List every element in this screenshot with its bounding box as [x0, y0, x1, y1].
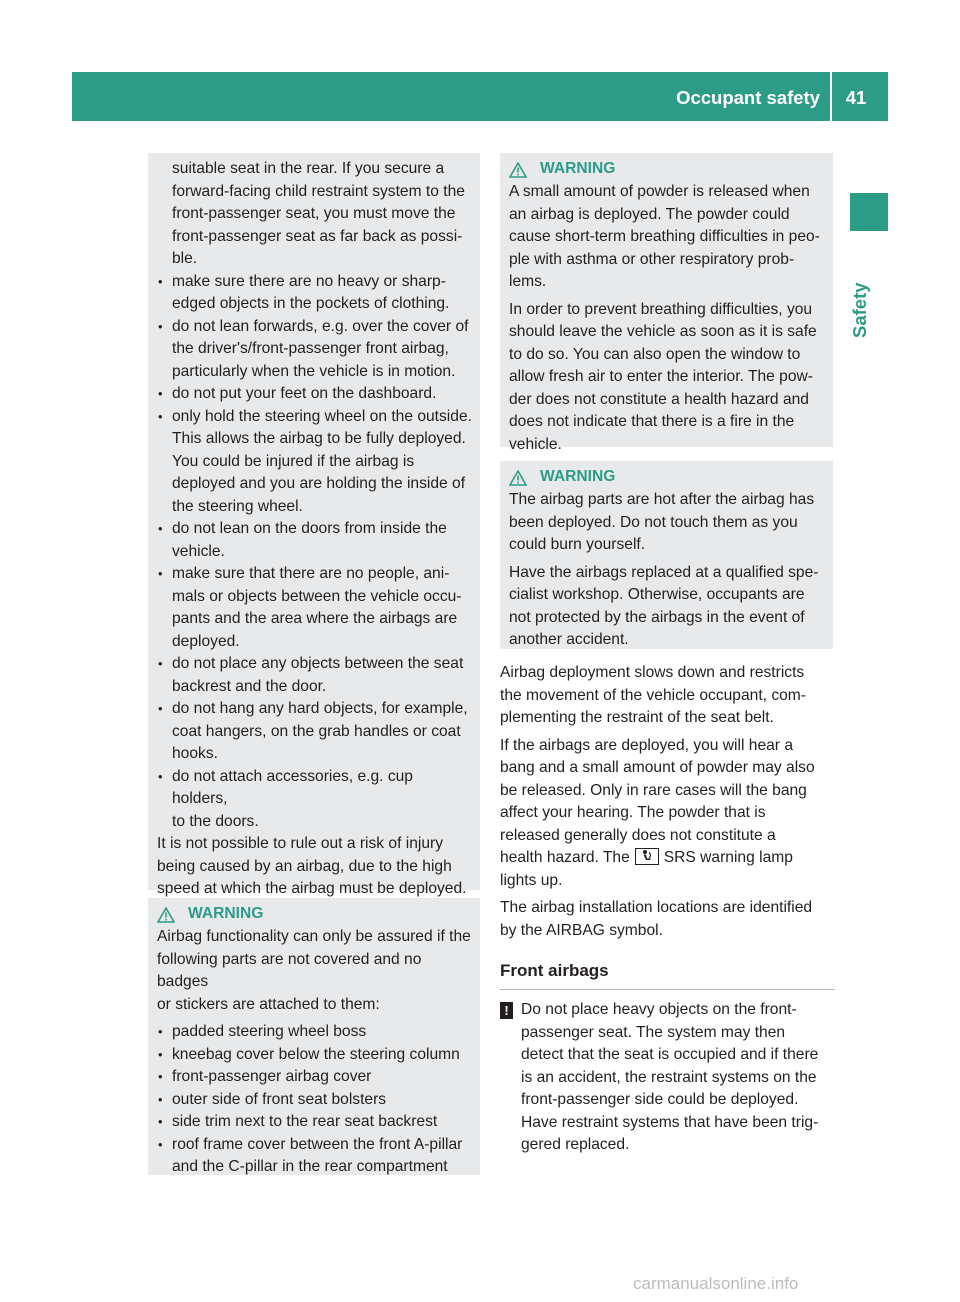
- text-line: cause short-term breathing difficulties in peo-: [509, 228, 820, 245]
- text-line: • do not place any objects between the seat: [172, 655, 464, 672]
- text-line: edged objects in the pockets of clothing.: [172, 295, 450, 312]
- warning-heading: [509, 466, 827, 489]
- bullet-item: [157, 698, 472, 766]
- text-line: der does not constitute a health hazard and: [509, 390, 809, 408]
- warning-box-airbag-function: [148, 898, 480, 1175]
- bullet-item: [157, 1021, 472, 1044]
- bullet-item: [157, 518, 472, 563]
- text-line: In order to prevent breathing difficulties, you: [509, 300, 813, 318]
- page-number: 41: [845, 87, 867, 108]
- warning-text: [509, 489, 827, 652]
- text-line: affect your hearing. The powder that is: [500, 804, 766, 821]
- text-line: • roof frame cover between the front A-pillar: [172, 1135, 463, 1153]
- paragraph: [509, 299, 827, 457]
- bullet-item: [157, 316, 472, 384]
- text-line: Have the airbags replaced at a qualified spe-: [509, 563, 819, 581]
- left-box-bullet-list: [157, 271, 472, 834]
- warning-parts-list: [157, 1021, 472, 1179]
- text-line: backrest and the door.: [172, 677, 327, 695]
- text-line: • do not attach accessories, e.g. cup holders,: [172, 767, 413, 807]
- text-fragment: health hazard. The: [500, 849, 630, 866]
- text-fragment: SRS warning lamp: [663, 849, 793, 866]
- text-line: to do so. You can also open the window to: [509, 345, 801, 363]
- text-line: deployed.: [172, 632, 240, 650]
- text-line: • kneebag cover below the steering column: [172, 1045, 460, 1063]
- text-line: passenger seat. The system may then: [521, 1023, 786, 1041]
- text-line: If the airbags are deployed, you will hear a: [500, 736, 793, 754]
- warning-triangle-icon: [157, 907, 175, 923]
- text-line: • outer side of front seat bolsters: [172, 1090, 387, 1108]
- paragraph-bang: [500, 735, 835, 893]
- text-line: bang and a small amount of powder may also: [500, 759, 815, 776]
- text-line: cialist workshop. Otherwise, occupants are: [509, 586, 805, 603]
- text-line: been deployed. Do not touch them as you: [509, 513, 798, 531]
- note-front-passenger-seat: [500, 999, 835, 1157]
- text-line: • do not hang any hard objects, for example,: [172, 700, 468, 717]
- text-line: Airbag deployment slows down and restricts: [500, 664, 805, 681]
- left-info-box: [148, 153, 480, 897]
- left-box-intro: [157, 158, 472, 271]
- text-line: detect that the seat is occupied and if there: [521, 1046, 819, 1063]
- right-body-text: [500, 662, 835, 1157]
- bullet-item: [157, 383, 472, 406]
- text-line: You could be injured if the airbag is: [172, 452, 415, 470]
- text-line: • side trim next to the rear seat backrest: [172, 1113, 438, 1130]
- bullet-item: [157, 563, 472, 653]
- text-line: • do not put your feet on the dashboard.: [172, 385, 437, 402]
- text-line: Do not place heavy objects on the front-: [521, 1001, 797, 1018]
- bullet-item: [157, 766, 472, 834]
- text-line: being caused by an airbag, due to the high: [157, 857, 452, 875]
- text-line: is an accident, the restraint systems on the: [521, 1068, 817, 1086]
- text-line: released generally does not constitute a: [500, 826, 776, 844]
- warning-box-powder: [500, 153, 833, 453]
- section-heading-front-airbags: Front airbags: [500, 961, 609, 980]
- paragraph: [509, 562, 827, 652]
- left-box-closing: [157, 833, 472, 901]
- text-line: gered replaced.: [521, 1136, 630, 1153]
- text-line: the movement of the vehicle occupant, com-: [500, 686, 806, 704]
- text-line: lems.: [509, 273, 547, 290]
- text-line: • make sure there are no heavy or sharp-: [172, 272, 446, 290]
- text-line: It is not possible to rule out a risk of injury: [157, 835, 444, 852]
- text-line: This allows the airbag to be fully deployed.: [172, 430, 466, 447]
- chapter-marker: [850, 193, 888, 231]
- warning-text: [509, 181, 827, 456]
- text-line: front-passenger side could be deployed.: [521, 1091, 799, 1108]
- bullet-item: [157, 1134, 472, 1179]
- exclamation-icon: !: [500, 1002, 513, 1019]
- bullet-item: [157, 1089, 472, 1112]
- text-line: ble.: [172, 250, 198, 267]
- text-line: • only hold the steering wheel on the outside.: [172, 407, 472, 425]
- warning-label: WARNING: [540, 160, 616, 178]
- text-line: coat hangers, on the grab handles or coat: [172, 722, 461, 740]
- bullet-item: [157, 271, 472, 316]
- bullet-item: [157, 1066, 472, 1089]
- text-line: particularly when the vehicle is in motion.: [172, 362, 456, 380]
- text-line: the driver's/front-passenger front airbag,: [172, 340, 449, 357]
- text-line: mals or objects between the vehicle occu-: [172, 587, 462, 605]
- text-line: The airbag installation locations are identified: [500, 899, 813, 916]
- text-fragment: lights up.: [500, 871, 563, 889]
- text-line: A small amount of powder is released when: [509, 183, 810, 200]
- text-line: The airbag parts are hot after the airbag has: [509, 491, 815, 508]
- text-line: pants and the area where the airbags are: [172, 610, 458, 627]
- chapter-tab: Safety: [849, 282, 870, 338]
- warning-box-hot-parts: [500, 461, 833, 649]
- warning-intro: [157, 926, 472, 1016]
- text-line: front-passenger seat as far back as possi-: [172, 227, 463, 245]
- text-line: or stickers are attached to them:: [157, 995, 380, 1013]
- warning-label: WARNING: [540, 468, 616, 486]
- srs-warning-lamp-icon: [635, 848, 659, 865]
- text-line: another accident.: [509, 631, 629, 648]
- text-line: plementing the restraint of the seat belt.: [500, 709, 774, 726]
- bullet-item: [157, 1044, 472, 1067]
- text-line: vehicle.: [172, 542, 225, 560]
- paragraph: [509, 489, 827, 557]
- text-line: forward-facing child restraint system to the: [172, 182, 465, 200]
- text-line: allow fresh air to enter the interior. The pow-: [509, 368, 813, 385]
- bullet-item: [157, 1111, 472, 1134]
- warning-heading: [157, 903, 472, 926]
- text-line: by the AIRBAG symbol.: [500, 921, 663, 939]
- text-line: • front-passenger airbag cover: [172, 1068, 372, 1085]
- text-line: • make sure that there are no people, ani-: [172, 565, 450, 582]
- bullet-item: [157, 653, 472, 698]
- text-line: could burn yourself.: [509, 536, 646, 553]
- text-line: Airbag functionality can only be assured if the: [157, 928, 471, 945]
- text-line: be released. Only in rare cases will the bang: [500, 781, 807, 799]
- bullet-item: [157, 406, 472, 519]
- paragraph: [509, 181, 827, 294]
- text-line: suitable seat in the rear. If you secure a: [172, 160, 445, 177]
- warning-heading: [509, 158, 827, 181]
- text-line: the steering wheel.: [172, 497, 303, 515]
- text-line: not protected by the airbags in the event of: [509, 608, 805, 626]
- warning-triangle-icon: [509, 162, 527, 178]
- text-line: speed at which the airbag must be deployed.: [157, 880, 467, 897]
- text-line: hooks.: [172, 745, 218, 762]
- paragraph-deployment: [500, 662, 835, 730]
- paragraph-airbag-symbol: [500, 897, 835, 942]
- text-line: • do not lean on the doors from inside the: [172, 520, 447, 537]
- text-line: ple with asthma or other respiratory prob-: [509, 250, 795, 268]
- warning-label: WARNING: [188, 905, 264, 923]
- text-line: Have restraint systems that have been trig-: [521, 1113, 819, 1131]
- text-line: to the doors.: [172, 812, 259, 830]
- text-line: vehicle.: [509, 435, 562, 453]
- text-line: and the C-pillar in the rear compartment: [172, 1158, 448, 1175]
- text-line: does not indicate that there is a fire in the: [509, 413, 795, 430]
- text-line: deployed and you are holding the inside of: [172, 475, 466, 492]
- watermark-text: carmanualsonline.info: [633, 1274, 799, 1293]
- text-line: following parts are not covered and no badges: [157, 950, 422, 990]
- text-line: should leave the vehicle as soon as it is safe: [509, 323, 817, 340]
- text-line: • do not lean forwards, e.g. over the cover of: [172, 317, 469, 335]
- text-line: front-passenger seat, you must move the: [172, 205, 456, 222]
- page-section-title: Occupant safety: [676, 87, 820, 108]
- text-line: an airbag is deployed. The powder could: [509, 205, 790, 223]
- warning-triangle-icon: [509, 470, 527, 486]
- text-line: • padded steering wheel boss: [172, 1023, 367, 1040]
